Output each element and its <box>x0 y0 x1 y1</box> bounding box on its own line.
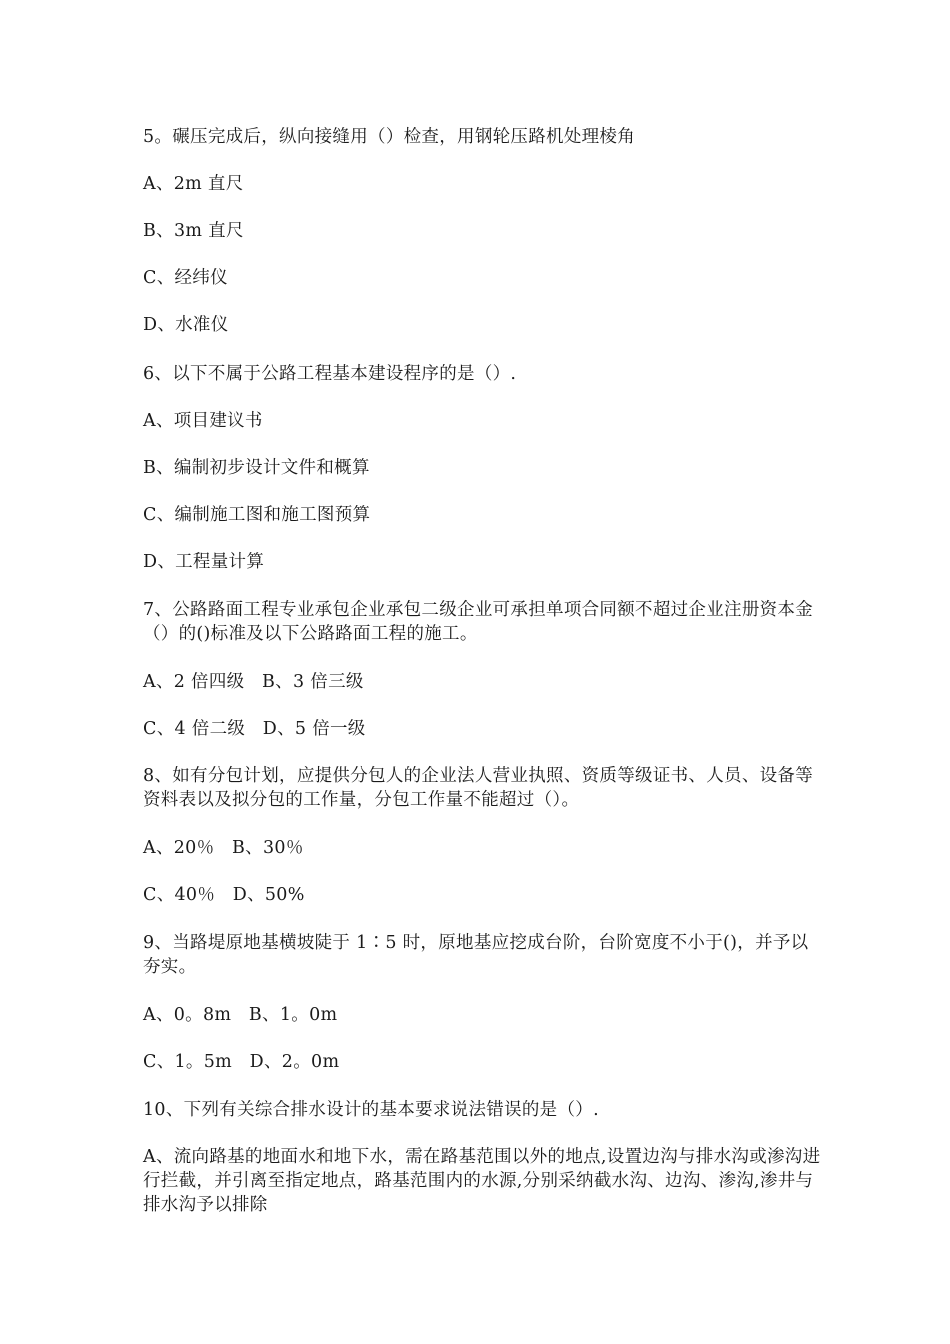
question-9-stem: 9、当路堤原地基横坡陡于 1∶5 时，原地基应挖成台阶，台阶宽度不小于()，并予以夯实。 <box>143 933 809 977</box>
question-6-option-a: A、项目建议书 <box>143 411 263 431</box>
question-6-option-d: D、工程量计算 <box>143 552 265 572</box>
question-6-option-c: C、编制施工图和施工图预算 <box>143 505 371 525</box>
question-5-stem: 5。碾压完成后，纵向接缝用（）检查，用钢轮压路机处理棱角 <box>143 127 636 147</box>
question-5-option-a: A、2m 直尺 <box>143 174 244 194</box>
question-5-option-b: B、3m 直尺 <box>143 221 244 241</box>
question-8-stem: 8、如有分包计划，应提供分包人的企业法人营业执照、资质等级证书、人员、设备等资料表以及拟分包的工作量，分包工作量不能超过（）。 <box>143 766 814 810</box>
question-9-options-ab: A、0。8m B、1。0m <box>143 1005 338 1025</box>
question-5-option-d: D、水准仪 <box>143 315 229 335</box>
question-7-stem: 7、公路路面工程专业承包企业承包二级企业可承担单项合同额不超过企业注册资本金（）的()标准及以下公路路面工程的施工。 <box>143 600 814 644</box>
question-8-options-ab: A、20％ B、30％ <box>143 838 304 858</box>
question-9-options-cd: C、1。5m D、2。0m <box>143 1052 340 1072</box>
question-8-options-cd: C、40％ D、50% <box>143 885 305 905</box>
question-10-stem: 10、下列有关综合排水设计的基本要求说法错误的是（）. <box>143 1100 599 1120</box>
question-6-stem: 6、以下不属于公路工程基本建设程序的是（）. <box>143 364 517 384</box>
question-6-option-b: B、编制初步设计文件和概算 <box>143 458 370 478</box>
question-5-option-c: C、经纬仪 <box>143 268 228 288</box>
question-7-options-ab: A、2 倍四级 B、3 倍三级 <box>143 672 364 692</box>
question-10-option-a: A、流向路基的地面水和地下水，需在路基范围以外的地点,设置边沟与排水沟或渗沟进行拦截，并引离至指定地点，路基范围内的水源,分别采纳截水沟、边沟、渗沟,渗井与排水沟予以排除 <box>143 1147 821 1215</box>
question-7-options-cd: C、4 倍二级 D、5 倍一级 <box>143 719 366 739</box>
